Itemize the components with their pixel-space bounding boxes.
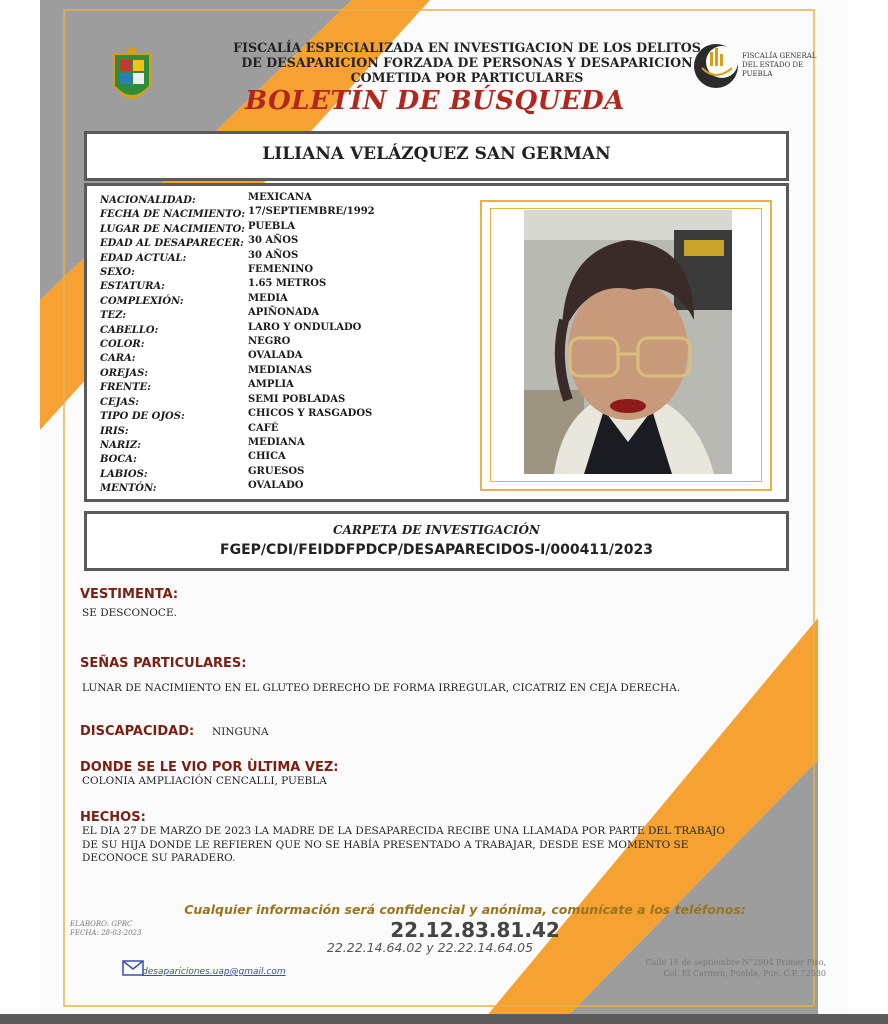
field-label: OREJAS: xyxy=(100,367,149,379)
field-labels xyxy=(100,194,245,497)
email-link[interactable]: desapariciones.uap@gmail.com xyxy=(142,967,286,977)
field-label: FECHA DE NACIMIENTO: xyxy=(100,209,246,221)
field-value: CHICA xyxy=(248,451,286,463)
field-value: CAFÉ xyxy=(248,422,279,434)
field-label: NARIZ: xyxy=(100,439,141,451)
person-photo xyxy=(524,210,732,474)
field-value: MEDIANA xyxy=(248,436,305,448)
logo-text-line-1: FISCALÍA GENERAL xyxy=(742,52,817,60)
field-label: EDAD ACTUAL: xyxy=(100,252,187,264)
case-file-number: FGEP/CDI/FEIDDFPDCP/DESAPARECIDOS-I/000411/2023 xyxy=(220,542,653,558)
field-label: TEZ: xyxy=(100,310,127,322)
field-label: SEXO: xyxy=(100,267,135,279)
contact-notice: Cualquier información será confidencial y anónima, comunícate a los teléfonos: xyxy=(184,902,746,917)
field-label: TIPO DE OJOS: xyxy=(100,411,185,423)
bulletin-title: BOLETÍN DE BÚSQUEDA xyxy=(245,86,625,116)
case-file-box xyxy=(84,511,789,571)
field-value: SEMI POBLADAS xyxy=(248,393,346,405)
field-value: NEGRO xyxy=(248,336,291,348)
field-value: PUEBLA xyxy=(248,220,296,232)
field-value: OVALADA xyxy=(248,350,303,362)
facts-line: EL DIA 27 DE MARZO DE 2023 LA MADRE DE LA DESAPARECIDA RECIBE UNA LLAMADA POR PARTE DEL TRABAJO xyxy=(82,825,726,837)
field-label: LUGAR DE NACIMIENTO: xyxy=(100,223,245,235)
field-value: FEMENINO xyxy=(248,264,314,276)
field-label: COMPLEXIÓN: xyxy=(100,295,184,307)
field-label: NACIONALIDAD: xyxy=(100,195,196,206)
field-label: ESTATURA: xyxy=(100,281,165,293)
last-seen-label: DONDE SE LE VIO POR ÙLTIMA VEZ: xyxy=(80,760,339,775)
field-value: LARO Y ONDULADO xyxy=(248,321,362,333)
field-value: 17/SEPTIEMBRE/1992 xyxy=(248,206,375,218)
phone-main[interactable]: 22.12.83.81.42 xyxy=(390,918,560,942)
last-seen-text: COLONIA AMPLIACIÓN CENCALLI, PUEBLA xyxy=(82,775,327,787)
facts-line: DE SU HIJA DONDE LE REFIEREN QUE NO SE HABÍA PRESENTADO A TRABAJAR, DESDE ESE MOMENTO SE xyxy=(82,838,689,851)
field-value: 30 AÑOS xyxy=(248,235,299,247)
fiscalia-logo-text xyxy=(742,52,816,79)
distinguishing-marks-label: SEÑAS PARTICULARES: xyxy=(80,656,247,671)
disability-text: NINGUNA xyxy=(212,726,269,738)
elaboro-text: ELABORO: GPRC xyxy=(70,920,133,928)
email-icon xyxy=(122,960,144,976)
puebla-coat-of-arms-icon xyxy=(110,46,154,108)
address-line: Col. El Carmen, Puebla, Pue. C.P. 72530 xyxy=(663,969,826,978)
distinguishing-marks-text: LUNAR DE NACIMIENTO EN EL GLUTEO DERECHO DE FORMA IRREGULAR, CICATRIZ EN CEJA DERECHA. xyxy=(82,682,681,694)
field-value: AMPLIA xyxy=(248,379,294,391)
phone-alternates[interactable]: 22.22.14.64.02 y 22.22.14.64.05 xyxy=(326,940,534,955)
field-value: OVALADO xyxy=(248,480,304,492)
facts-label: HECHOS: xyxy=(80,810,146,825)
fecha-text: FECHA: 28-03-2023 xyxy=(70,929,142,937)
facts-text xyxy=(82,825,782,866)
field-value: MEXICANA xyxy=(248,192,312,203)
address xyxy=(600,957,826,979)
clothing-label: VESTIMENTA: xyxy=(80,587,179,602)
field-value: CHICOS Y RASGADOS xyxy=(248,408,373,420)
clothing-text: SE DESCONOCE. xyxy=(82,607,177,619)
field-value: MEDIANAS xyxy=(248,364,312,376)
agency-heading xyxy=(232,40,702,85)
case-file-label: CARPETA DE INVESTIGACIÓN xyxy=(333,523,540,537)
field-label: LABIOS: xyxy=(100,468,148,480)
agency-line-2: DE DESAPARICION FORZADA DE PERSONAS Y DESAPARICION xyxy=(241,55,693,70)
field-label: CEJAS: xyxy=(100,396,139,408)
field-label: FRENTE: xyxy=(100,382,151,394)
field-label: CABELLO: xyxy=(100,324,159,336)
name-box xyxy=(84,131,789,181)
field-value: 1.65 METROS xyxy=(248,278,327,290)
field-label: CARA: xyxy=(100,353,136,365)
field-value: APIÑONADA xyxy=(248,307,320,319)
field-value: MEDIA xyxy=(248,292,288,304)
field-label: MENTÓN: xyxy=(100,483,157,495)
field-label: COLOR: xyxy=(100,339,145,351)
field-value: 30 AÑOS xyxy=(248,249,299,261)
prepared-by xyxy=(70,920,141,938)
facts-line: DECONOCE SU PARADERO. xyxy=(82,852,236,864)
logo-text-line-3: PUEBLA xyxy=(742,70,773,78)
fiscalia-logo-icon xyxy=(692,38,740,94)
logo-text-line-2: DEL ESTADO DE xyxy=(742,61,804,69)
field-label: EDAD AL DESAPARECER: xyxy=(100,238,244,250)
field-values xyxy=(248,191,375,494)
agency-line-1: FISCALÍA ESPECIALIZADA EN INVESTIGACION DE LOS DELITOS xyxy=(233,40,701,55)
field-label: IRIS: xyxy=(100,425,129,437)
disability-label: DISCAPACIDAD: xyxy=(80,724,195,739)
person-name: LILIANA VELÁZQUEZ SAN GERMAN xyxy=(262,144,611,164)
agency-line-3: COMETIDA POR PARTICULARES xyxy=(350,70,584,85)
field-label: BOCA: xyxy=(100,454,137,466)
field-value: GRUESOS xyxy=(248,465,305,477)
address-line: Calle 16 de septiembre N°2904 Primer Piso, xyxy=(645,958,826,967)
